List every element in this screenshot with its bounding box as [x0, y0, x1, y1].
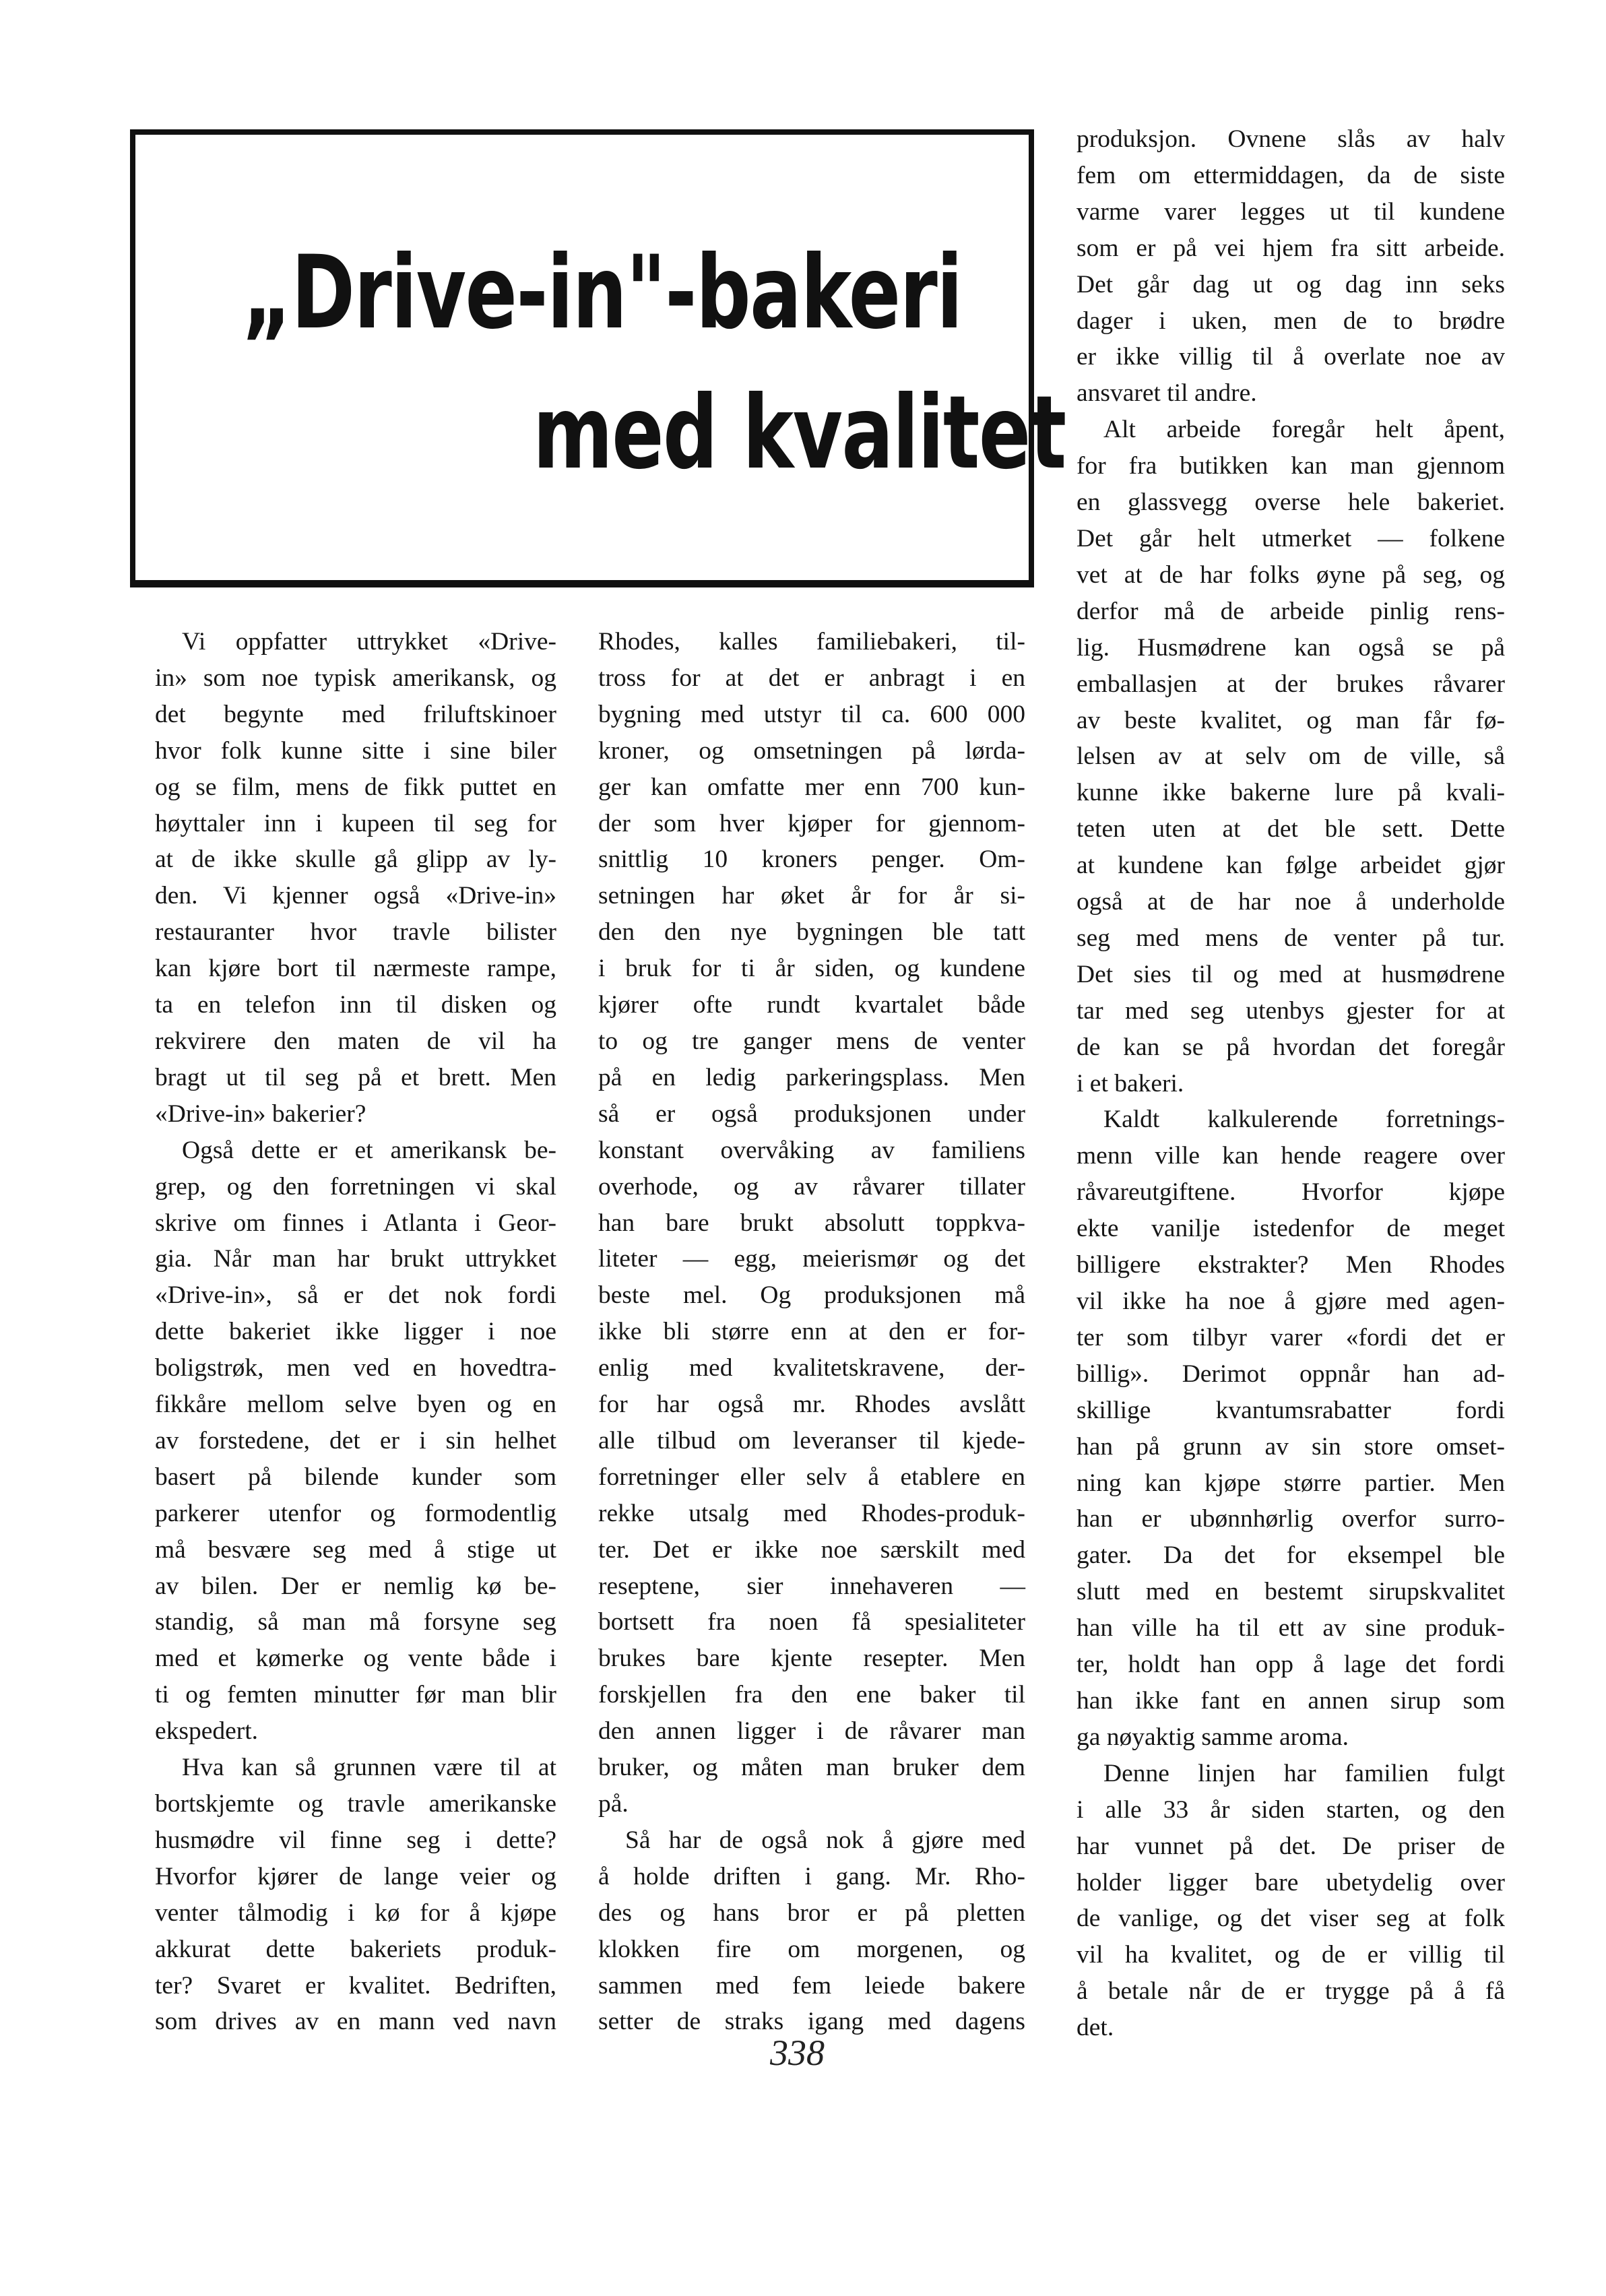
text-line: teten uten at det ble sett. Dette	[1077, 815, 1505, 843]
text-line: i alle 33 år siden starten, og den	[1077, 1795, 1505, 1824]
text-line: akkurat dette bakeriets produk-	[155, 1935, 556, 1963]
text-line: produksjon. Ovnene slås av halv	[1077, 125, 1505, 153]
text-line: han på grunn av sin store omset-	[1077, 1432, 1505, 1461]
text-line: dette bakeriet ikke ligger i noe	[155, 1318, 556, 1346]
text-line: gater. Da det for eksempel ble	[1077, 1541, 1505, 1570]
text-line: Også dette er et amerikansk be-	[182, 1136, 556, 1164]
text-line: ter? Svaret er kvalitet. Bedriften,	[155, 1971, 556, 2000]
text-line: venter tålmodig i kø for å kjøpe	[155, 1899, 556, 1927]
text-line: basert på bilende kunder som	[155, 1463, 556, 1491]
text-line: ga nøyaktig samme aroma.	[1077, 1723, 1349, 1751]
text-line: av bilen. Der er nemlig kø be-	[155, 1572, 556, 1600]
text-line: kroner, og omsetningen på lørda-	[598, 736, 1025, 765]
text-line: holder ligger bare ubetydelig over	[1077, 1868, 1505, 1896]
text-line: «Drive-in» bakerier?	[155, 1099, 366, 1128]
text-line: Denne linjen har familien fulgt	[1103, 1759, 1505, 1787]
text-line: ekspedert.	[155, 1717, 259, 1746]
text-line: liteter — egg, meierismør og det	[598, 1245, 1025, 1273]
text-line: ter som tilbyr varer «fordi det er	[1077, 1323, 1505, 1351]
text-line: ansvaret til andre.	[1077, 379, 1257, 408]
title-box	[130, 129, 1066, 587]
text-line: reseptene, sier innehaveren —	[598, 1572, 1025, 1600]
text-line: han ikke fant en annen sirup som	[1077, 1686, 1505, 1715]
text-line: for fra butikken kan man gjennom	[1077, 452, 1505, 480]
text-line: bygning med utstyr til ca. 600 000	[598, 700, 1025, 728]
text-line: ikke bli større enn at den er for-	[598, 1318, 1025, 1346]
text-line: standig, så man må forsyne seg	[155, 1608, 556, 1636]
text-line: rekvirere den maten de vil ha	[155, 1027, 556, 1055]
text-line: kunne ikke bakerne lure på kvali-	[1077, 779, 1505, 807]
text-line: av beste kvalitet, og man får fø-	[1077, 706, 1505, 734]
text-line: billig». Derimot oppnår han ad-	[1077, 1360, 1505, 1388]
text-line: grep, og den forretningen vi skal	[155, 1172, 556, 1201]
text-line: kan kjøre bort til nærmeste rampe,	[155, 955, 556, 983]
text-line: rekke utsalg med Rhodes-produk-	[598, 1499, 1025, 1527]
text-line: tross for at det er anbragt i en	[598, 664, 1025, 692]
text-line: husmødre vil finne seg i dette?	[155, 1826, 556, 1854]
headline-line-2: med kvalitet	[533, 375, 1066, 492]
text-line: Det går helt utmerket — folkene	[1077, 524, 1505, 552]
text-line: de kan se på hvordan det foregår	[1077, 1033, 1505, 1061]
text-line: menn ville kan hende reagere over	[1077, 1142, 1505, 1170]
text-line: han er ubønnhørlig overfor surro-	[1077, 1505, 1505, 1533]
text-line: den annen ligger i de råvarer man	[598, 1717, 1025, 1746]
text-line: av forstedene, det er i sin helhet	[155, 1426, 556, 1455]
text-line: vil ikke ha noe å gjøre med agen-	[1077, 1287, 1505, 1315]
text-line: brukes bare kjente resepter. Men	[598, 1645, 1025, 1673]
text-line: den den nye bygningen ble tatt	[598, 918, 1025, 947]
text-line: forskjellen fra den ene baker til	[598, 1681, 1025, 1709]
text-line: at de ikke skulle gå glipp av ly-	[155, 846, 556, 874]
text-line: den. Vi kjenner også «Drive-in»	[155, 882, 556, 910]
text-column-3	[1077, 121, 1505, 2046]
text-line: også at de har noe å underholde	[1077, 888, 1505, 916]
text-line: beste mel. Og produksjonen må	[598, 1281, 1025, 1310]
text-line: lelsen av at selv om de ville, så	[1077, 742, 1505, 771]
text-line: å betale når de er trygge på å få	[1077, 1977, 1505, 2006]
text-line: der som hver kjøper for gjennom-	[598, 809, 1025, 837]
text-line: ger kan omfatte mer enn 700 kun-	[598, 773, 1025, 801]
text-line: ekte vanilje istedenfor de meget	[1077, 1215, 1505, 1243]
text-line: og se film, mens de fikk puttet en	[155, 773, 556, 801]
text-line: setningen har øket år for år si-	[598, 882, 1025, 910]
text-line: boligstrøk, men ved en hovedtra-	[155, 1354, 556, 1382]
text-line: to og tre ganger mens de venter	[598, 1027, 1025, 1055]
headline-line-1: „Drive-in"-bakeri	[242, 234, 962, 352]
text-line: det begynte med friluftskinoer	[155, 700, 556, 728]
text-line: snittlig 10 kroners penger. Om-	[598, 846, 1025, 874]
text-line: så er også produksjonen under	[598, 1099, 1025, 1128]
text-line: må besvære seg med å stige ut	[155, 1535, 556, 1564]
text-line: Alt arbeide foregår helt åpent,	[1103, 416, 1505, 444]
text-line: ti og femten minutter før man blir	[155, 1681, 556, 1709]
text-line: som drives av en mann ved navn	[155, 2008, 556, 2036]
text-line: Hva kan så grunnen være til at	[182, 1754, 556, 1782]
text-line: på en ledig parkeringsplass. Men	[598, 1063, 1025, 1091]
text-line: han bare brukt absolutt toppkva-	[598, 1209, 1025, 1237]
text-line: setter de straks igang med dagens	[598, 2008, 1025, 2036]
text-line: Det sies til og med at husmødrene	[1077, 960, 1505, 988]
text-line: emballasjen at der brukes råvarer	[1077, 670, 1505, 698]
text-line: Rhodes, kalles familiebakeri, til-	[598, 628, 1025, 656]
text-line: ter, holdt han opp å lage det fordi	[1077, 1651, 1505, 1679]
text-line: en glassvegg overse hele bakeriet.	[1077, 488, 1505, 517]
text-line: i bruk for ti år siden, og kundene	[598, 955, 1025, 983]
text-line: klokken fire om morgenen, og	[598, 1935, 1025, 1963]
text-line: å holde driften i gang. Mr. Rho-	[598, 1862, 1025, 1890]
text-line: det.	[1077, 2014, 1114, 2042]
text-line: overhode, og av råvarer tillater	[598, 1172, 1025, 1201]
text-line: parkerer utenfor og formodentlig	[155, 1499, 556, 1527]
text-line: restauranter hvor travle bilister	[155, 918, 556, 947]
text-line: bragt ut til seg på et brett. Men	[155, 1063, 556, 1091]
text-line: skillige kvantumsrabatter fordi	[1077, 1396, 1505, 1424]
text-line: bortsett fra noen få spesialiteter	[598, 1608, 1025, 1636]
text-line: slutt med en bestemt sirupskvalitet	[1077, 1578, 1505, 1606]
text-line: på.	[598, 1790, 629, 1818]
text-line: forretninger eller selv å etablere en	[598, 1463, 1025, 1491]
page-number: 338	[770, 2033, 825, 2073]
text-line: er ikke villig til å overlate noe av	[1077, 343, 1505, 371]
text-line: skrive om finnes i Atlanta i Geor-	[155, 1209, 556, 1237]
text-line: vil ha kvalitet, og de er villig til	[1077, 1941, 1505, 1969]
text-line: ning kan kjøpe større partier. Men	[1077, 1469, 1505, 1497]
text-line: «Drive-in», så er det nok fordi	[155, 1281, 556, 1310]
text-line: høyttaler inn i kupeen til seg for	[155, 809, 556, 837]
text-line: bortskjemte og travle amerikanske	[155, 1790, 556, 1818]
text-line: konstant overvåking av familiens	[598, 1136, 1025, 1164]
text-line: alle tilbud om leveranser til kjede-	[598, 1426, 1025, 1455]
text-line: for har også mr. Rhodes avslått	[598, 1391, 1025, 1419]
text-line: varme varer legges ut til kundene	[1077, 197, 1505, 226]
text-line: ter. Det er ikke noe særskilt med	[598, 1535, 1025, 1564]
text-line: sammen med fem leiede bakere	[598, 1971, 1025, 2000]
text-line: Vi oppfatter uttrykket «Drive-	[182, 628, 556, 656]
text-line: han ville ha til ett av sine produk-	[1077, 1614, 1505, 1643]
text-line: billigere ekstrakter? Men Rhodes	[1077, 1251, 1505, 1279]
text-line: Kaldt kalkulerende forretnings-	[1103, 1106, 1505, 1134]
text-line: Hvorfor kjører de lange veier og	[155, 1862, 556, 1890]
text-line: at kundene kan følge arbeidet gjør	[1077, 852, 1505, 880]
text-line: in» som noe typisk amerikansk, og	[155, 664, 556, 692]
text-line: som er på vei hjem fra sitt arbeide.	[1077, 234, 1505, 262]
text-line: bruker, og måten man bruker dem	[598, 1754, 1025, 1782]
text-line: i et bakeri.	[1077, 1069, 1184, 1097]
text-line: har vunnet på det. De priser de	[1077, 1832, 1505, 1860]
text-line: gia. Når man har brukt uttrykket	[155, 1245, 556, 1273]
text-line: Det går dag ut og dag inn seks	[1077, 270, 1505, 298]
text-line: ta en telefon inn til disken og	[155, 991, 556, 1019]
text-line: vet at de har folks øyne på seg, og	[1077, 561, 1505, 589]
text-line: tar med seg utenbys gjester for at	[1077, 996, 1505, 1025]
text-line: råvareutgiftene. Hvorfor kjøpe	[1077, 1178, 1505, 1207]
text-line: hvor folk kunne sitte i sine biler	[155, 736, 556, 765]
text-line: fikkåre mellom selve byen og en	[155, 1391, 556, 1419]
text-line: fem om ettermiddagen, da de siste	[1077, 161, 1505, 189]
text-line: derfor må de arbeide pinlig rens-	[1077, 597, 1505, 625]
text-line: de vanlige, og det viser seg at folk	[1077, 1905, 1505, 1933]
text-column-2	[598, 624, 1025, 2040]
text-line: med et kømerke og vente både i	[155, 1645, 556, 1673]
text-line: des og hans bror er på pletten	[598, 1899, 1025, 1927]
text-line: Så har de også nok å gjøre med	[625, 1826, 1025, 1854]
text-line: enlig med kvalitetskravene, der-	[598, 1354, 1025, 1382]
text-line: lig. Husmødrene kan også se på	[1077, 633, 1505, 662]
text-line: kjører ofte rundt kvartalet både	[598, 991, 1025, 1019]
text-column-1	[155, 624, 556, 2040]
text-line: dager i uken, men de to brødre	[1077, 307, 1505, 335]
text-line: seg med mens de venter på tur.	[1077, 924, 1505, 952]
